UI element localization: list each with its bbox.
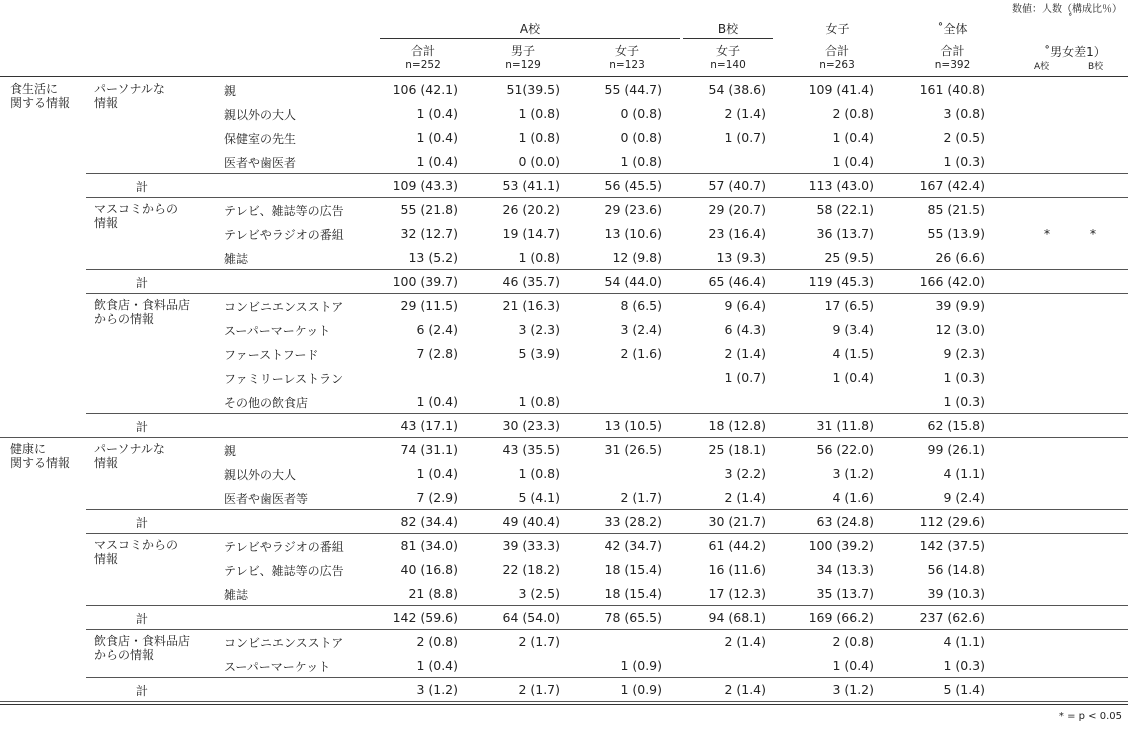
group-underline-a [380, 38, 680, 39]
value-cell: 85 (21.5) [927, 202, 985, 217]
table-row [0, 246, 1128, 270]
value-cell: 9 (2.4) [943, 490, 985, 505]
total-label: 計 [136, 516, 149, 530]
value-cell: 1 (0.4) [832, 154, 874, 169]
item-label: 親 [224, 444, 237, 458]
value-cell: 100 (39.2) [808, 538, 874, 553]
category-label: 健康に 関する情報 [10, 442, 71, 470]
value-cell: 2 (0.8) [832, 106, 874, 121]
value-cell: 2 (1.4) [724, 346, 766, 361]
value-cell: 16 (11.6) [708, 562, 766, 577]
value-cell: 1 (0.4) [416, 394, 458, 409]
value-cell: 34 (13.3) [816, 562, 874, 577]
value-cell: 23 (16.4) [708, 226, 766, 241]
table-row [0, 486, 1128, 510]
value-cell: 18 (15.4) [604, 562, 662, 577]
value-cell: 56 (14.8) [927, 562, 985, 577]
unit-note: 数値：人数（構成比％） [1012, 4, 1122, 15]
item-label: ファミリーレストラン [224, 372, 344, 386]
value-cell: 1 (0.8) [518, 250, 560, 265]
source-label: マスコミからの 情報 [94, 538, 179, 566]
item-label: テレビ、雑誌等の広告 [224, 204, 344, 218]
value-cell: 13 (5.2) [408, 250, 458, 265]
value-cell: 112 (29.6) [919, 514, 985, 529]
value-cell: 1 (0.4) [832, 370, 874, 385]
item-label: コンビニエンスストア [224, 636, 344, 650]
header-rule [0, 76, 1128, 77]
value-cell: 21 (16.3) [502, 298, 560, 313]
value-cell: 53 (41.1) [502, 178, 560, 193]
table-row [0, 318, 1128, 342]
value-cell: 43 (17.1) [400, 418, 458, 433]
value-cell: 26 (6.6) [935, 250, 985, 265]
value-cell: 237 (62.6) [919, 610, 985, 625]
group-header-a: A校 [519, 22, 541, 36]
value-cell: 13 (10.6) [604, 226, 662, 241]
value-cell: 36 (13.7) [816, 226, 874, 241]
value-cell: 3 (1.2) [832, 682, 874, 697]
value-cell: 109 (43.3) [392, 178, 458, 193]
value-cell: 161 (40.8) [919, 82, 985, 97]
table-row [0, 534, 1128, 566]
table-row [0, 102, 1128, 126]
group-header-all: ˚全体 [937, 22, 968, 36]
table-row [0, 438, 1128, 470]
value-cell: 113 (43.0) [808, 178, 874, 193]
source-label: パーソナルな 情報 [94, 82, 165, 110]
sub-header: 男子 n=129 [505, 44, 541, 71]
sub-header: 合計 n=392 [934, 44, 971, 71]
value-cell: 63 (24.8) [816, 514, 874, 529]
value-cell: 0 (0.0) [518, 154, 560, 169]
value-cell: 3 (0.8) [943, 106, 985, 121]
value-cell: 1 (0.4) [416, 130, 458, 145]
value-cell: 31 (26.5) [604, 442, 662, 457]
value-cell: 3 (2.5) [518, 586, 560, 601]
source-label: マスコミからの 情報 [94, 202, 179, 230]
value-cell: 25 (18.1) [708, 442, 766, 457]
value-cell: 2 (1.6) [620, 346, 662, 361]
value-cell: 1 (0.8) [518, 394, 560, 409]
table-row [0, 126, 1128, 150]
sub-header: 合計 n=263 [819, 44, 855, 71]
value-cell: 166 (42.0) [919, 274, 985, 289]
value-cell: 17 (12.3) [708, 586, 766, 601]
value-cell: 3 (1.2) [832, 466, 874, 481]
value-cell: 30 (21.7) [708, 514, 766, 529]
source-label: 飲食店・食料品店 からの情報 [94, 634, 191, 662]
value-cell: 1 (0.4) [416, 466, 458, 481]
value-cell: 43 (35.5) [502, 442, 560, 457]
value-cell: 30 (23.3) [502, 418, 560, 433]
value-cell: 39 (9.9) [935, 298, 985, 313]
table-row [0, 174, 1128, 198]
item-label: スーパーマーケット [224, 324, 331, 338]
value-cell: 2 (1.4) [724, 490, 766, 505]
group-header-girls: 女子 [825, 22, 850, 36]
item-label: スーパーマーケット [224, 660, 331, 674]
value-cell: 119 (45.3) [808, 274, 874, 289]
item-label: 親以外の大人 [224, 108, 297, 122]
table-row [0, 270, 1128, 294]
value-cell: 9 (2.3) [943, 346, 985, 361]
item-label: 親 [224, 84, 237, 98]
item-label: テレビ、雑誌等の広告 [224, 564, 344, 578]
value-cell: 94 (68.1) [708, 610, 766, 625]
value-cell: 1 (0.9) [620, 658, 662, 673]
value-cell: 2 (1.4) [724, 106, 766, 121]
value-cell: 2 (1.7) [518, 682, 560, 697]
value-cell: 0 (0.8) [620, 106, 662, 121]
table-row [0, 678, 1128, 702]
total-label: 計 [136, 612, 149, 626]
value-cell: 12 (9.8) [612, 250, 662, 265]
significance-b: * [1089, 226, 1097, 241]
value-cell: 13 (9.3) [716, 250, 766, 265]
value-cell: 22 (18.2) [502, 562, 560, 577]
sex-diff-b: B校 [1088, 62, 1104, 72]
value-cell: 1 (0.3) [943, 394, 985, 409]
sex-diff-header: ˚男女差1） [1044, 45, 1106, 59]
item-label: 医者や歯医者等 [224, 492, 309, 506]
group-underline-b [683, 38, 773, 39]
value-cell: 21 (8.8) [408, 586, 458, 601]
significance-a: * [1043, 226, 1051, 241]
value-cell: 33 (28.2) [604, 514, 662, 529]
table-row [0, 198, 1128, 230]
item-label: テレビやラジオの番組 [224, 540, 344, 554]
value-cell: 12 (3.0) [935, 322, 985, 337]
table-row [0, 606, 1128, 630]
value-cell: 1 (0.8) [518, 130, 560, 145]
value-cell: 2 (1.7) [620, 490, 662, 505]
value-cell: 19 (14.7) [502, 226, 560, 241]
value-cell: 2 (0.8) [416, 634, 458, 649]
category-label: 食生活に 関する情報 [10, 82, 71, 110]
value-cell: 3 (1.2) [416, 682, 458, 697]
value-cell: 6 (2.4) [416, 322, 458, 337]
value-cell: 39 (33.3) [502, 538, 560, 553]
value-cell: 55 (44.7) [604, 82, 662, 97]
sub-header: 合計 n=252 [405, 44, 441, 71]
value-cell: 42 (34.7) [604, 538, 662, 553]
sub-header: 女子 n=140 [710, 44, 746, 71]
table-row [0, 630, 1128, 662]
value-cell: 100 (39.7) [392, 274, 458, 289]
table-row [0, 342, 1128, 366]
table-row [0, 222, 1128, 246]
value-cell: 1 (0.8) [518, 106, 560, 121]
value-cell: 56 (45.5) [604, 178, 662, 193]
value-cell: 81 (34.0) [400, 538, 458, 553]
item-label: 親以外の大人 [224, 468, 297, 482]
table-row [0, 366, 1128, 390]
total-label: 計 [136, 684, 149, 698]
value-cell: 142 (37.5) [919, 538, 985, 553]
value-cell: 56 (22.0) [816, 442, 874, 457]
value-cell: 13 (10.5) [604, 418, 662, 433]
value-cell: 1 (0.7) [724, 370, 766, 385]
value-cell: 46 (35.7) [502, 274, 560, 289]
value-cell: 3 (2.3) [518, 322, 560, 337]
value-cell: 2 (1.4) [724, 682, 766, 697]
value-cell: 18 (12.8) [708, 418, 766, 433]
value-cell: 54 (44.0) [604, 274, 662, 289]
value-cell: 25 (9.5) [824, 250, 874, 265]
item-label: 雑誌 [224, 588, 249, 602]
value-cell: 3 (2.4) [620, 322, 662, 337]
table-row [0, 558, 1128, 582]
value-cell: 9 (3.4) [832, 322, 874, 337]
value-cell: 4 (1.5) [832, 346, 874, 361]
value-cell: 142 (59.6) [392, 610, 458, 625]
item-label: その他の飲食店 [224, 396, 309, 410]
table-row [0, 390, 1128, 414]
value-cell: 6 (4.3) [724, 322, 766, 337]
value-cell: 1 (0.8) [620, 154, 662, 169]
table-row [0, 414, 1128, 438]
value-cell: 1 (0.4) [416, 106, 458, 121]
value-cell: 109 (41.4) [808, 82, 874, 97]
item-label: テレビやラジオの番組 [224, 228, 344, 242]
value-cell: 58 (22.1) [816, 202, 874, 217]
value-cell: 9 (6.4) [724, 298, 766, 313]
sub-header: 女子 n=123 [609, 44, 645, 71]
value-cell: 32 (12.7) [400, 226, 458, 241]
value-cell: 49 (40.4) [502, 514, 560, 529]
sex-diff-a: A校 [1034, 62, 1050, 72]
value-cell: 26 (20.2) [502, 202, 560, 217]
value-cell: 169 (66.2) [808, 610, 874, 625]
value-cell: 8 (6.5) [620, 298, 662, 313]
value-cell: 2 (0.5) [943, 130, 985, 145]
source-label: パーソナルな 情報 [94, 442, 165, 470]
item-label: 雑誌 [224, 252, 249, 266]
value-cell: 5 (4.1) [518, 490, 560, 505]
value-cell: 55 (13.9) [927, 226, 985, 241]
value-cell: 2 (0.8) [832, 634, 874, 649]
table-row [0, 150, 1128, 174]
value-cell: 29 (11.5) [400, 298, 458, 313]
value-cell: 4 (1.1) [943, 466, 985, 481]
value-cell: 78 (65.5) [604, 610, 662, 625]
value-cell: 1 (0.4) [832, 658, 874, 673]
item-label: 医者や歯医者 [224, 156, 297, 170]
item-label: コンビニエンスストア [224, 300, 344, 314]
value-cell: 54 (38.6) [708, 82, 766, 97]
row-separator [0, 701, 1128, 702]
value-cell: 65 (46.4) [708, 274, 766, 289]
item-label: ファーストフード [224, 348, 319, 362]
value-cell: 1 (0.4) [416, 658, 458, 673]
value-cell: 167 (42.4) [919, 178, 985, 193]
footnote: * = p < 0.05 [1058, 711, 1122, 722]
value-cell: 2 (1.7) [518, 634, 560, 649]
value-cell: 51(39.5) [506, 82, 560, 97]
value-cell: 1 (0.8) [518, 466, 560, 481]
table-row [0, 294, 1128, 326]
value-cell: 74 (31.1) [400, 442, 458, 457]
value-cell: 1 (0.9) [620, 682, 662, 697]
value-cell: 40 (16.8) [400, 562, 458, 577]
value-cell: 2 (1.4) [724, 634, 766, 649]
value-cell: 1 (0.3) [943, 154, 985, 169]
value-cell: 0 (0.8) [620, 130, 662, 145]
value-cell: 82 (34.4) [400, 514, 458, 529]
value-cell: 17 (6.5) [824, 298, 874, 313]
table-row [0, 654, 1128, 678]
value-cell: 29 (20.7) [708, 202, 766, 217]
value-cell: 1 (0.3) [943, 370, 985, 385]
value-cell: 7 (2.8) [416, 346, 458, 361]
table-row [0, 462, 1128, 486]
value-cell: 31 (11.8) [816, 418, 874, 433]
value-cell: 7 (2.9) [416, 490, 458, 505]
value-cell: 64 (54.0) [502, 610, 560, 625]
value-cell: 1 (0.7) [724, 130, 766, 145]
total-label: 計 [136, 180, 149, 194]
value-cell: 1 (0.4) [416, 154, 458, 169]
value-cell: 4 (1.1) [943, 634, 985, 649]
value-cell: 5 (3.9) [518, 346, 560, 361]
value-cell: 35 (13.7) [816, 586, 874, 601]
value-cell: 61 (44.2) [708, 538, 766, 553]
value-cell: 106 (42.1) [392, 82, 458, 97]
group-header-b: B校 [717, 22, 739, 36]
value-cell: 4 (1.6) [832, 490, 874, 505]
value-cell: 5 (1.4) [943, 682, 985, 697]
value-cell: 39 (10.3) [927, 586, 985, 601]
table-row [0, 510, 1128, 534]
header-mark: ˚ [1068, 14, 1073, 24]
item-label: 保健室の先生 [224, 132, 297, 146]
total-label: 計 [136, 276, 149, 290]
value-cell: 55 (21.8) [400, 202, 458, 217]
table-bottom-rule [0, 704, 1128, 705]
value-cell: 1 (0.3) [943, 658, 985, 673]
value-cell: 29 (23.6) [604, 202, 662, 217]
value-cell: 99 (26.1) [927, 442, 985, 457]
value-cell: 3 (2.2) [724, 466, 766, 481]
source-label: 飲食店・食料品店 からの情報 [94, 298, 191, 326]
value-cell: 18 (15.4) [604, 586, 662, 601]
total-label: 計 [136, 420, 149, 434]
value-cell: 62 (15.8) [927, 418, 985, 433]
table-row [0, 582, 1128, 606]
table-row [0, 78, 1128, 110]
value-cell: 1 (0.4) [832, 130, 874, 145]
value-cell: 57 (40.7) [708, 178, 766, 193]
